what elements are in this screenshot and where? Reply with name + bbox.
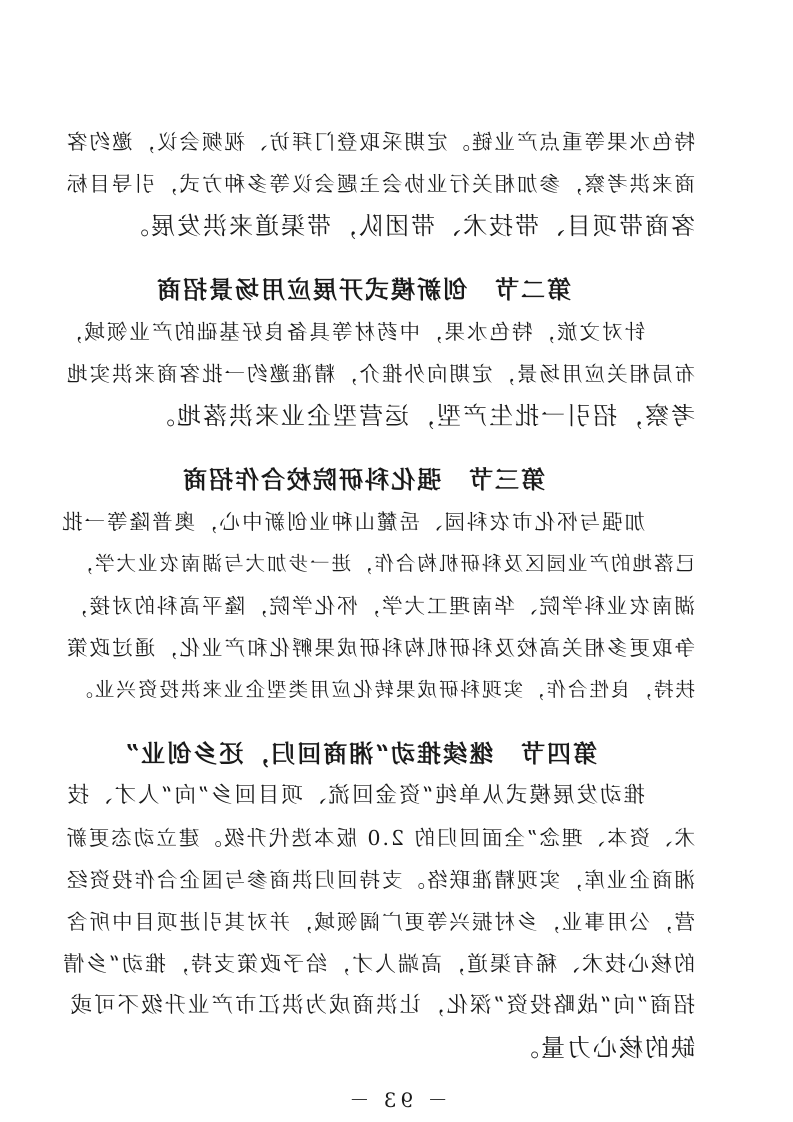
section-3-title: 强化科研院校合作招商	[181, 465, 441, 494]
section-4-line-4: 营，公用事业，乡村振兴等更广阔领域，并对其引进项目中所含	[65, 910, 695, 934]
section-4-line-2: 术、资本、理念”全面回归的 2.0 版本迭代升级。建立动态更新	[64, 826, 695, 850]
section-3-line-4: 争取更多相关高校及科研机构科研成果孵化和产业化，通过政策	[65, 636, 695, 660]
section-2-heading	[155, 276, 571, 304]
section-4-line-5: 的核心技术、稀有渠道，高端人才，给予政策支持，推动“乡情	[61, 952, 695, 976]
section-2-line-3: 考察，招引一批生产型，运营型企业来洪落地。	[149, 402, 695, 430]
section-4-line-3: 湘商企业库，实现精准联络。支持回归洪商参与国企合作投资经	[65, 868, 695, 892]
section-4-line-6: 招商”向“战略投资”深化，让洪商成为洪江市产业升级不可或	[68, 993, 695, 1018]
section-4-line-1: 推动发展模式从单纯“资金回流、项目回乡”向“人才、技	[65, 783, 645, 808]
intro-line-3: 客商带项目、带技术、带团队，带渠道来洪发展。	[123, 212, 695, 240]
section-2-line-1: 针对文旅，特色水果，中药材等具备良好基础的产业领域，	[60, 320, 645, 344]
section-2-line-2: 布局相关应用场景，定期向外推介，精准邀约一批客商来洪实地	[65, 362, 695, 386]
section-2-title: 创新模式开展应用场景招商	[155, 275, 467, 304]
section-4-heading	[123, 740, 597, 768]
section-3-line-3: 湖南农业科学院、华南理工大学，怀化学院，隆平高科的对接，	[65, 594, 695, 618]
section-3-line-1: 加强与怀化市农科园、岳麓山种业创新中心，奥普隆等一批	[60, 510, 645, 534]
page-number: － 93 －	[345, 1088, 448, 1112]
section-2-number: 第二节	[493, 275, 571, 304]
section-3-line-5: 扶持，良性合作，实现科研成果转化应用类型企业来洪投资兴业。	[71, 678, 695, 701]
intro-line-2: 商来洪考察，参加相关行业协会主题会议等多种方式，引导目标	[65, 172, 695, 196]
section-4-number: 第四节	[519, 739, 597, 768]
section-4-line-7: 缺的核心力量。	[513, 1034, 695, 1062]
section-3-number: 第三节	[467, 465, 545, 494]
section-4-title: 继续推动“湘商回归，还乡创业”	[123, 739, 493, 768]
section-3-heading	[181, 466, 545, 494]
intro-line-1: 特色水果等重点产业链。定期采取登门拜访、视频会议，邀约客	[65, 130, 695, 154]
section-3-line-2: 已落地的产业园区及科研机构合作，进一步加大与湖南农业大学，	[71, 552, 695, 575]
